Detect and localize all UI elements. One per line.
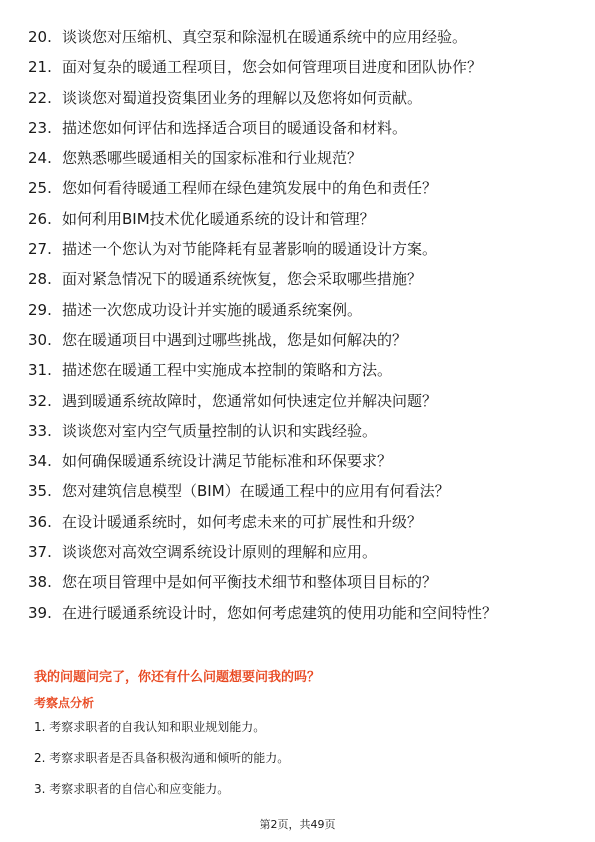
question-number: 22. — [28, 88, 52, 107]
question-list — [28, 26, 568, 632]
question-item — [28, 329, 568, 351]
question-number: 32. — [28, 391, 52, 410]
question-number: 36. — [28, 512, 52, 531]
analysis-heading: 考察点分析 — [34, 696, 95, 710]
question-item — [28, 268, 568, 290]
question-item — [28, 177, 568, 199]
question-number: 34. — [28, 452, 52, 471]
question-text: 您在暖通项目中遇到过哪些挑战，您是如何解决的？ — [62, 330, 408, 349]
question-text: 遇到暖通系统故障时，您通常如何快速定位并解决问题？ — [62, 391, 438, 410]
question-item — [28, 602, 568, 624]
question-text: 面对紧急情况下的暖通系统恢复，您会采取哪些措施？ — [62, 270, 423, 289]
question-item — [28, 56, 568, 78]
analysis-point: 2. 考察求职者是否具备积极沟通和倾听的能力。 — [34, 751, 290, 765]
question-text: 您熟悉哪些暖通相关的国家标准和行业规范？ — [62, 149, 363, 168]
analysis-point: 1. 考察求职者的自我认知和职业规划能力。 — [34, 720, 266, 734]
question-text: 如何确保暖通系统设计满足节能标准和环保要求？ — [62, 452, 393, 471]
question-text: 在设计暖通系统时，如何考虑未来的可扩展性和升级？ — [62, 512, 423, 531]
question-item — [28, 571, 568, 593]
question-number: 29. — [28, 300, 52, 319]
question-number: 23. — [28, 118, 52, 137]
question-text: 您对建筑信息模型（BIM）在暖通工程中的应用有何看法？ — [62, 482, 450, 501]
question-text: 面对复杂的暖通工程项目，您会如何管理项目进度和团队协作？ — [62, 58, 483, 77]
question-number: 38. — [28, 573, 52, 592]
question-item — [28, 420, 568, 442]
question-text: 描述一次您成功设计并实施的暖通系统案例。 — [62, 300, 363, 319]
question-item — [28, 299, 568, 321]
question-item — [28, 390, 568, 412]
question-item — [28, 541, 568, 563]
question-number: 37. — [28, 543, 52, 562]
question-item — [28, 117, 568, 139]
question-text: 谈谈您对室内空气质量控制的认识和实践经验。 — [62, 421, 378, 440]
question-item — [28, 238, 568, 260]
question-text: 您如何看待暖通工程师在绿色建筑发展中的角色和责任？ — [62, 179, 438, 198]
question-number: 27. — [28, 240, 52, 259]
question-text: 描述您在暖通工程中实施成本控制的策略和方法。 — [62, 361, 393, 380]
question-number: 33. — [28, 421, 52, 440]
question-text: 谈谈您对蜀道投资集团业务的理解以及您将如何贡献。 — [62, 88, 423, 107]
question-text: 描述一个您认为对节能降耗有显著影响的暖通设计方案。 — [62, 240, 438, 259]
analysis-point: 3. 考察求职者的自信心和应变能力。 — [34, 782, 230, 796]
closing-question: 我的问题问完了，你还有什么问题想要问我的吗？ — [34, 670, 321, 685]
question-item — [28, 511, 568, 533]
question-item — [28, 359, 568, 381]
analysis-points — [34, 719, 289, 812]
question-item — [28, 480, 568, 502]
question-number: 35. — [28, 482, 52, 501]
question-item — [28, 87, 568, 109]
question-item — [28, 26, 568, 48]
question-number: 20. — [28, 28, 52, 46]
question-number: 39. — [28, 603, 52, 622]
question-item — [28, 208, 568, 230]
question-number: 31. — [28, 361, 52, 380]
page-footer: 第2页，共49页 — [259, 818, 336, 831]
question-text: 谈谈您对压缩机、真空泵和除湿机在暖通系统中的应用经验。 — [62, 28, 468, 46]
question-text: 谈谈您对高效空调系统设计原则的理解和应用。 — [62, 543, 378, 562]
question-number: 25. — [28, 179, 52, 198]
question-text: 描述您如何评估和选择适合项目的暖通设备和材料。 — [62, 118, 408, 137]
question-text: 在进行暖通系统设计时，您如何考虑建筑的使用功能和空间特性？ — [62, 603, 498, 622]
question-number: 24. — [28, 149, 52, 168]
question-number: 21. — [28, 58, 52, 77]
question-number: 30. — [28, 330, 52, 349]
question-text: 您在项目管理中是如何平衡技术细节和整体项目目标的？ — [62, 573, 438, 592]
question-number: 28. — [28, 270, 52, 289]
question-number: 26. — [28, 209, 52, 228]
question-item — [28, 450, 568, 472]
question-item — [28, 147, 568, 169]
question-text: 如何利用BIM技术优化暖通系统的设计和管理？ — [62, 209, 375, 228]
